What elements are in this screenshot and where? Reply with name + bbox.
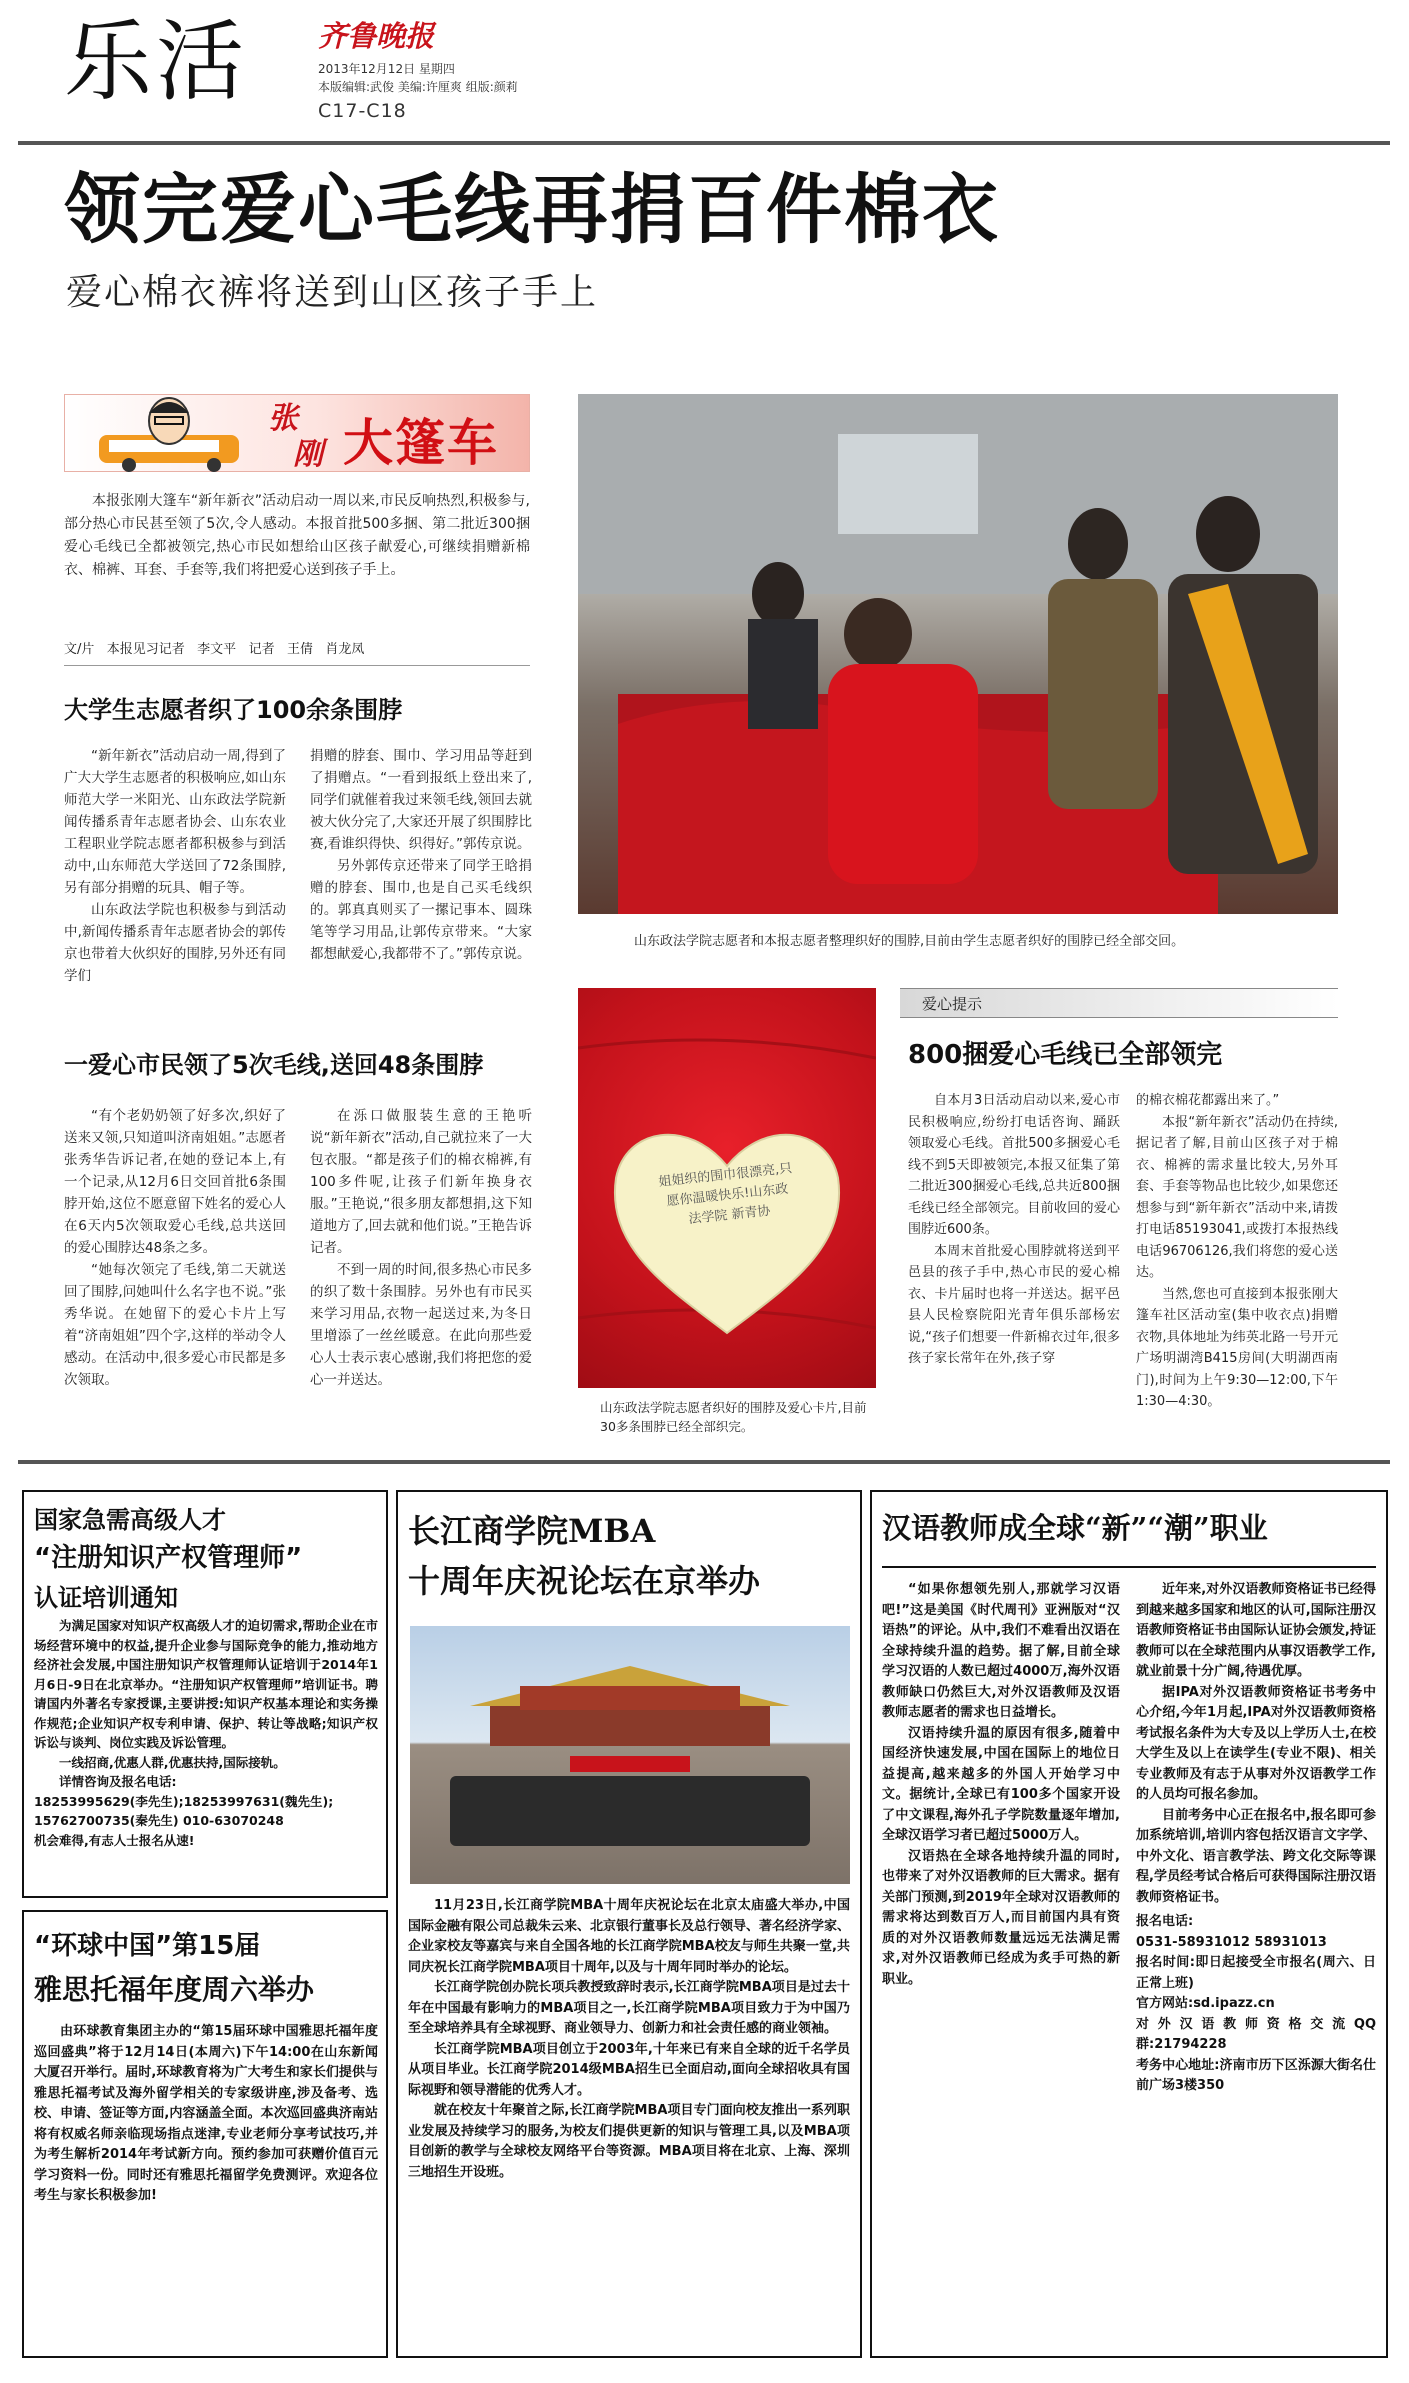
ad1-phones: 15762700735(秦先生) 010-63070248 [34,1813,284,1828]
tip-col1-para: 本周末首批爱心围脖就将送到平邑县的孩子手中,热心市民的爱心棉衣、卡片届时也将一并送达。据平邑县人民检察院阳光青年俱乐部杨宏说,“孩子们想要一件新棉衣过年,很多孩子家长常年在外,孩子穿 [908,1243,1120,1366]
photo2-caption: 山东政法学院志愿者织好的围脖及爱心卡片,目前30多条围脖已经全部织完。 [600,1400,867,1434]
story2-col2-para: 在泺口做服装生意的王艳听说“新年新衣”活动,自己就拉来了一大包衣服。“都是孩子们的棉衣棉裤,有100多件呢,让孩子们新年换身衣服。”王艳说,“很多朋友都想捐,这下知道地方了,回去就和他们说。”王艳告诉记者。 [310,1108,532,1256]
ad4-address: 对外汉语教师资格交流QQ群:21794228 [1136,2016,1376,2052]
story2-title: 一爱心市民领了5次毛线,送回48条围脖 [64,1051,484,1079]
forum-photo-art [410,1626,850,1884]
volunteer-body-3 [1048,579,1158,809]
story1-col1 [64,745,286,987]
ad1-title2: “注册知识产权管理师” [34,1543,303,1573]
ad3-para: 长江商学院创办院长项兵教授致辞时表示,长江商学院MBA项目是过去十年在中国最有影响力的MBA项目之一,长江商学院MBA项目致力于为中国乃至全球培养具有全球视野、商业领导力、创新力和社会责任感的商业领袖。 [408,1980,850,2036]
tip-col2-para: 当然,您也可直接到本报张刚大篷车社区活动室(集中收衣点)捐赠衣物,具体地址为纬英北路一号开元广场明湖湾B415房间(大明湖西南门),时间为上午9:30—12:00,下午1:30—4:30。 [1136,1286,1338,1409]
story1-col2 [310,745,532,965]
ad4-col1 [882,1580,1120,1990]
palace-base [490,1706,770,1746]
story2-col1 [64,1105,286,1391]
palace-hall [520,1686,740,1710]
ad1-title1: 国家急需高级人才 [34,1506,226,1534]
paper-name: 齐鲁晚报 [318,19,435,53]
story1-col1-para: “新年新衣”活动启动一周,得到了广大大学生志愿者的积极响应,如山东师范大学一米阳光、山东政法学院新闻传播系青年志愿者协会、山东农业工程职业学院志愿者都积极参与到活动中,山东师范大学送回了72条围脖,另有部分捐赠的玩具、帽子等。 [64,748,286,896]
photo-window [838,434,978,534]
ad4-col2 [1136,1580,1376,2097]
ad4-title-rule [882,1566,1376,1568]
story1-col2-para: 捐赠的脖套、围巾、学习用品等赶到了捐赠点。“一看到报纸上登出来了,同学们就催着我过来领毛线,领回去就被大伙分完了,大家还开展了织围脖比赛,看谁织得快、织得好。”郭传京说。 [310,748,532,852]
story2-col1-para: “她每次领完了毛线,第二天就送回了围脖,问她叫什么名字也不说。”张秀华说。在她留下的爱心卡片上写着“济南姐姐”四个字,这样的举动令人感动。在活动中,很多爱心市民都是多次领取。 [64,1262,286,1388]
tip-tag-label: 爱心提示 [922,995,983,1013]
story1-title: 大学生志愿者织了100余条围脖 [64,696,403,724]
story1-col1-para: 山东政法学院也积极参与到活动中,新闻传播系青年志愿者协会的郭传京也带着大伙织好的围脖,另外还有同学们 [64,902,286,984]
photo1-caption: 山东政法学院志愿者和本报志愿者整理织好的围脖,目前由学生志愿者织好的围脖已经全部交回。 [634,934,1185,949]
tip-title: 800捆爱心毛线已全部领完 [908,1040,1223,1070]
knit-line [578,1040,876,1058]
lead-rule [64,665,530,666]
ad3-para: 就在校友十年聚首之际,长江商学院MBA项目专门面向校友推出一系列职业发展及持续学习的服务,为校友们提供更新的知识与管理工具,以及MBA项目创新的教学与全球校友网络平台等资源。MBA项目将在北京、上海、深圳三地招生开设班。 [408,2103,850,2180]
volunteers-photo [578,394,1338,914]
lead-byline: 文/片 本报见习记者 李文平 记者 王倩 肖龙凤 [64,642,365,657]
ad1-body [34,1616,378,1850]
ad4-col2-para: 近年来,对外汉语教师资格证书已经得到越来越多国家和地区的认可,国际注册汉语教师资格证书由国际认证协会颁发,持证教师可以在全球范围内从事汉语教学工作,就业前景十分广阔,待遇优厚。 [1136,1582,1376,1679]
volunteer-head-4 [1196,496,1260,572]
ad4-title: 汉语教师成全球“新”“潮”职业 [882,1511,1268,1545]
ad4-col2-para: 据IPA对外汉语教师资格证书考务中心介绍,今年1月起,IPA对外汉语教师资格考试报名条件为大专及以上学历人士,在校大学生及以上在读学生(专业不限)、相关专业教师及有志于从事对外汉语教学工作的人员均可报名参加。 [1136,1684,1376,1802]
ad4-col2-para: 目前考务中心正在报名中,报名即可参加系统培训,培训内容包括汉语言文字学、中外文化、语言教学法、跨文化交际等课程,学员经考试合格后可获得国际注册汉语教师资格证书。 [1136,1807,1376,1905]
ad4-col1-para: “如果你想领先别人,那就学习汉语吧!”这是美国《时代周刊》亚洲版对“汉语热”的评论。从中,我们不难看出汉语在全球持续升温的趋势。据了解,目前全球学习汉语的人数已超过4000万,海外汉语教师缺口仍然巨大,对外汉语教师及汉语教师志愿者的需求也日益增长。 [882,1582,1120,1720]
ad3-para: 长江商学院MBA项目创立于2003年,十年来已有来自全球的近千名学员从项目毕业。长江商学院2014级MBA招生已全面启动,面向全球招收具有国际视野和领导潜能的优秀人才。 [408,2041,850,2098]
column-logo [64,394,530,472]
crowd [450,1776,810,1846]
editor-credits: 本版编辑:武俊 美编:许厘爽 组版:颜莉 [318,80,518,94]
ad4-col1-para: 汉语持续升温的原因有很多,随着中国经济快速发展,中国在国际上的地位日益提高,越来越多的外国人开始学习中文。据统计,全球已有100多个国家开设了中文课程,海外孔子学院数量逐年增加,全球汉语学习者已超过5000万人。 [882,1725,1120,1843]
logo-name-2: 刚 [293,437,323,472]
ad3-title1: 长江商学院MBA [408,1512,656,1550]
ad2-body [34,2022,378,2207]
volunteer-vest-2 [828,664,978,884]
ad2-title1: “环球中国”第15届 [34,1931,261,1961]
tip-tag [900,988,1338,1018]
volunteer-body-1 [748,619,818,729]
ad3-body [408,1896,850,2183]
lead-paragraph [64,490,530,582]
volunteer-head-2 [844,598,912,670]
ad4-contact-label: 报名电话: [1136,1914,1194,1929]
volunteers-photo-art [578,394,1338,914]
ad1-note: 机会难得,有志人士报名从速! [34,1832,195,1848]
ad2-title2: 雅思托福年度周六举办 [34,1973,315,2006]
tip-col2 [1136,1090,1338,1413]
ad1-phones: 18253995629(李先生);18253997631(魏先生); [34,1793,334,1809]
logo-name-1: 张 [268,401,298,436]
tip-col2-para: 的棉衣棉花都露出来了。” [1136,1093,1280,1108]
heart-card-shape [615,1135,839,1333]
story2-col2 [310,1105,532,1391]
bus-wheel-back [207,458,221,472]
ad1-line1: 一线招商,优惠人群,优惠扶持,国际接轨。 [59,1754,286,1770]
volunteer-head-3 [1068,508,1128,580]
tip-col1 [908,1090,1120,1370]
ad4-address: 考务中心地址:济南市历下区泺源大街名仕前广场3楼350 [1136,2057,1376,2093]
bus-wheel-front [122,458,136,472]
heart-card-text: 姐姐织的围巾很漂亮,只愿你温暖快乐!山东政法学院 新青协 [657,1161,793,1228]
ad4-phones: 0531-58931012 58931013 [1136,1934,1327,1950]
page-range: C17-C18 [318,100,407,122]
scarf-card-photo [578,988,876,1388]
ad3-title2: 十周年庆祝论坛在京举办 [408,1562,761,1600]
story2-col1-para: “有个老奶奶领了好多次,织好了送来又领,只知道叫济南姐姐。”志愿者张秀华告诉记者,在她的登记本上,有一个记录,从12月6日交回首批6条围脖开始,这位不愿意留下姓名的爱心人在6天内5次领取爱心毛线,总共送回的爱心围脖达48条之多。 [64,1108,286,1256]
issue-date: 2013年12月12日 星期四 [318,62,455,76]
ads-top-rule [18,1460,1390,1464]
story1-col2-para: 另外郭传京还带来了同学王晗捐赠的脖套、围巾,也是自己买毛线织的。郭真真则买了一摞记事本、圆珠笔等学习用品,让郭传京带来。“大家都想献爱心,我都带不了。”郭传京说。 [310,858,532,962]
tip-col2-para: 本报“新年新衣”活动仍在持续,据记者了解,目前山区孩子对于棉衣、棉裤的需求量比较大,另外耳套、手套等物品也比较少,如果您还想参与到“新年新衣”活动中来,请拨打电话85193041,或拨打本报热线电话96706126,我们将您的爱心送达。 [1136,1114,1338,1280]
ad4-address: 官方网站:sd.ipazz.cn [1136,1996,1275,2011]
volunteer-head-1 [752,562,804,626]
ad1-body-text: 为满足国家对知识产权高级人才的迫切需求,帮助企业在市场经营环境中的权益,提升企业参与国际竞争的能力,推动地方经济社会发展,中国注册知识产权管理师认证培训于2014年1月6日-9日在北京举办。“注册知识产权管理师”培训证书。聘请国内外著名专家授课,主要讲授:知识产权基本理论和实务操作规范;企业知识产权专利申请、保护、转让等战略;知识产权诉讼与谈判、岗位实践及诉讼管理。 [34,1618,378,1750]
masthead-rule [18,141,1390,145]
lead-text: 本报张刚大篷车“新年新衣”活动启动一周以来,市民反响热烈,积极参与,部分热心市民甚至领了5次,令人感动。本报首批500多捆、第二批近300捆爱心毛线已全都被领完,热心市民如想给山区孩子献爱心,可继续捐赠新棉衣、棉裤、耳套、手套等,我们将把爱心送到孩子手上。 [64,493,530,578]
story2-col2-para: 不到一周的时间,很多热心市民多的织了数十条围脖。另外也有市民买来学习用品,衣物一起送过来,为冬日里增添了一丝丝暖意。在此向那些爱心人士表示衷心感谢,我们将把您的爱心一并送达。 [310,1262,532,1388]
ad4-address: 报名时间:即日起接受全市报名(周六、日正常上班) [1136,1955,1376,1991]
ckgsb-forum-photo [410,1626,850,1884]
ad2-body-text: 由环球教育集团主办的“第15届环球中国雅思托福年度巡回盛典”将于12月14日(本周六)下午14:00在山东新闻大厦召开举行。届时,环球教育将为广大考生和家长们提供与雅思托福考试及海外留学相关的专家级讲座,涉及备考、选校、申请、签证等方面,内容涵盖全面。本次巡回盛典济南站将有权威名师亲临现场指点迷津,专业老师分享考试技巧,并为考生解析2014年考试新方向。预约参加可获赠价值百元学习资料一份。同时还有雅思托福留学免费测评。欢迎各位考生与家长积极参加! [34,2024,378,2203]
section-title: 乐活 [64,10,249,113]
ad1-contact-title: 详情咨询及报名电话: [59,1774,177,1789]
ad4-col1-para: 汉语热在全球各地持续升温的同时,也带来了对外汉语教师的巨大需求。据有关部门预测,到2019年全球对汉语教师的需求将达到数百万人,而目前国内具有资质的对外汉语教师数量远远无法满足需求,对外汉语教师已经成为炙手可热的新职业。 [882,1848,1120,1987]
sub-headline: 爱心棉衣裤将送到山区孩子手上 [66,272,599,313]
banner [570,1756,690,1772]
bus-illustration [69,395,269,473]
ad1-title3: 认证培训通知 [34,1584,178,1612]
tip-col1-para: 自本月3日活动启动以来,爱心市民积极响应,纷纷打电话咨询、踊跃领取爱心毛线。首批500多捆爱心毛线不到5天即被领完,本报又征集了第二批近300捆爱心毛线,总共近800捆毛线已经全部领完。目前收回的爱心围脖近600条。 [908,1093,1120,1237]
main-headline: 领完爱心毛线再捐百件棉衣 [64,165,1000,254]
ad3-para: 11月23日,长江商学院MBA十周年庆祝论坛在北京太庙盛大举办,中国国际金融有限公司总裁朱云来、北京银行董事长及总行领导、著名经济学家、企业家校友等嘉宾与来自全国各地的长江商学院MBA校友与师生共聚一堂,共同庆祝长江商学院MBA项目十周年,以及与十周年同时举办的论坛。 [408,1898,851,1975]
logo-word: 大篷车 [343,414,499,472]
